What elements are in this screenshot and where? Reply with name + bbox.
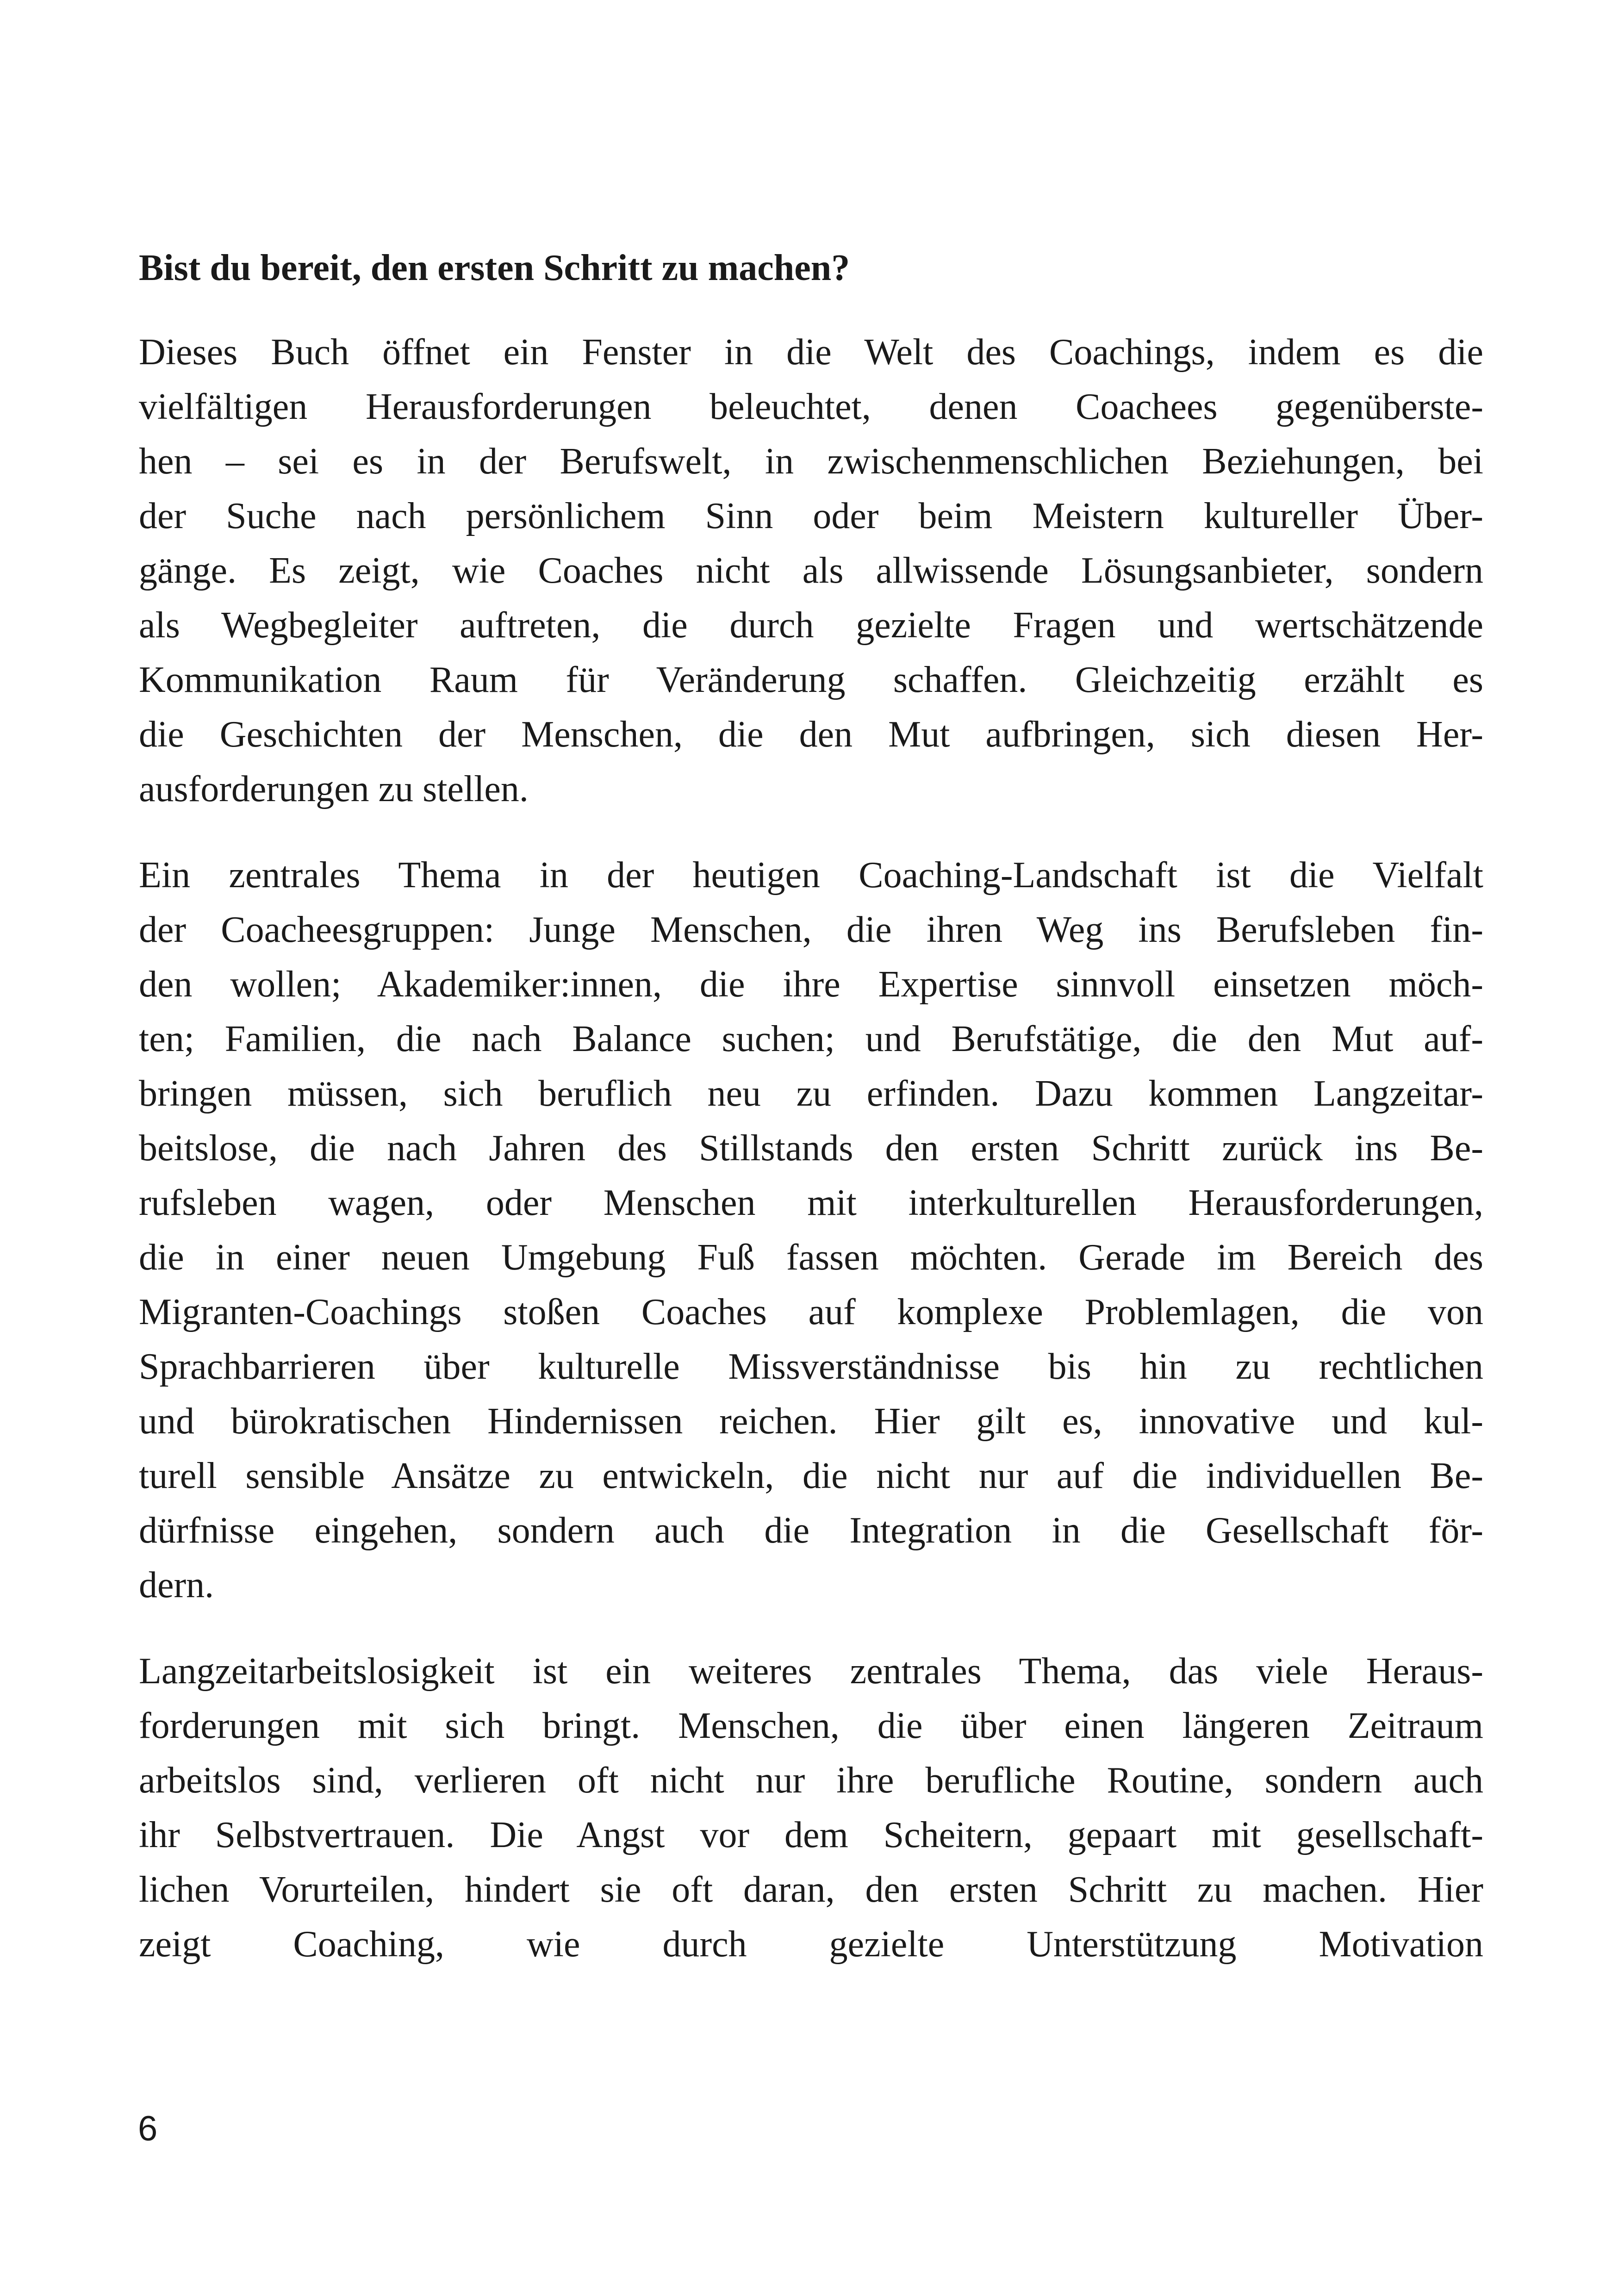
text-line: Kommunikation Raum für Veränderung schaffen. Gleichzeitig erzählt es	[139, 660, 1483, 700]
text-line: die in einer neuen Umgebung Fuß fassen möchten. Gerade im Bereich des	[139, 1237, 1483, 1278]
text-line: und bürokratischen Hindernissen reichen. Hier gilt es, innovative und kul-	[139, 1401, 1483, 1442]
text-line: Langzeitarbeitslosigkeit ist ein weiteres zentrales Thema, das viele Heraus-	[139, 1651, 1483, 1692]
text-line: arbeitslos sind, verlieren oft nicht nur ihre berufliche Routine, sondern auch	[139, 1760, 1483, 1801]
paragraph-1	[139, 325, 1483, 816]
text-line: turell sensible Ansätze zu entwickeln, die nicht nur auf die individuellen Be-	[139, 1456, 1483, 1496]
text-line: ihr Selbstvertrauen. Die Angst vor dem Scheitern, gepaart mit gesellschaft-	[139, 1815, 1483, 1855]
text-line: rufsleben wagen, oder Menschen mit interkulturellen Herausforderungen,	[139, 1182, 1483, 1223]
text-line: ten; Familien, die nach Balance suchen; und Berufstätige, die den Mut auf-	[139, 1019, 1483, 1059]
text-line: beitslose, die nach Jahren des Stillstands den ersten Schritt zurück ins Be-	[139, 1128, 1483, 1169]
text-line: Dieses Buch öffnet ein Fenster in die Welt des Coachings, indem es die	[139, 332, 1483, 373]
page-number: 6	[138, 2109, 158, 2148]
text-line: dürfnisse eingehen, sondern auch die Integration in die Gesellschaft för-	[139, 1510, 1483, 1551]
text-line: der Suche nach persönlichem Sinn oder beim Meistern kultureller Über-	[139, 496, 1483, 536]
text-line: lichen Vorurteilen, hindert sie oft daran, den ersten Schritt zu machen. Hier	[139, 1869, 1483, 1910]
section-heading: Bist du bereit, den ersten Schritt zu machen?	[139, 248, 850, 288]
paragraph-3	[139, 1644, 1483, 1972]
text-line: vielfältigen Herausforderungen beleuchtet, denen Coachees gegenüberste-	[139, 386, 1483, 427]
text-line: als Wegbegleiter auftreten, die durch gezielte Fragen und wertschätzende	[139, 605, 1483, 646]
paragraph-2	[139, 848, 1483, 1612]
page-content	[139, 241, 1483, 1972]
text-line: Migranten-Coachings stoßen Coaches auf komplexe Problemlagen, die von	[139, 1292, 1483, 1332]
text-line: die Geschichten der Menschen, die den Mut aufbringen, sich diesen Her-	[139, 714, 1483, 755]
text-line: der Coacheesgruppen: Junge Menschen, die ihren Weg ins Berufsleben fin-	[139, 909, 1483, 950]
text-line: gänge. Es zeigt, wie Coaches nicht als allwissende Lösungsanbieter, sondern	[139, 550, 1483, 591]
text-line: dern.	[139, 1565, 214, 1605]
text-line: hen – sei es in der Berufswelt, in zwischenmenschlichen Beziehungen, bei	[139, 441, 1483, 482]
text-line: Ein zentrales Thema in der heutigen Coaching-Landschaft ist die Vielfalt	[139, 855, 1483, 896]
text-line: Sprachbarrieren über kulturelle Missverständnisse bis hin zu rechtlichen	[139, 1346, 1483, 1387]
text-line: zeigt Coaching, wie durch gezielte Unterstützung Motivation	[139, 1924, 1483, 1965]
text-line: bringen müssen, sich beruflich neu zu erfinden. Dazu kommen Langzeitar-	[139, 1073, 1483, 1114]
text-line: den wollen; Akademiker:innen, die ihre Expertise sinnvoll einsetzen möch-	[139, 964, 1483, 1005]
text-line: forderungen mit sich bringt. Menschen, die über einen längeren Zeitraum	[139, 1705, 1483, 1746]
text-line: ausforderungen zu stellen.	[139, 769, 529, 809]
